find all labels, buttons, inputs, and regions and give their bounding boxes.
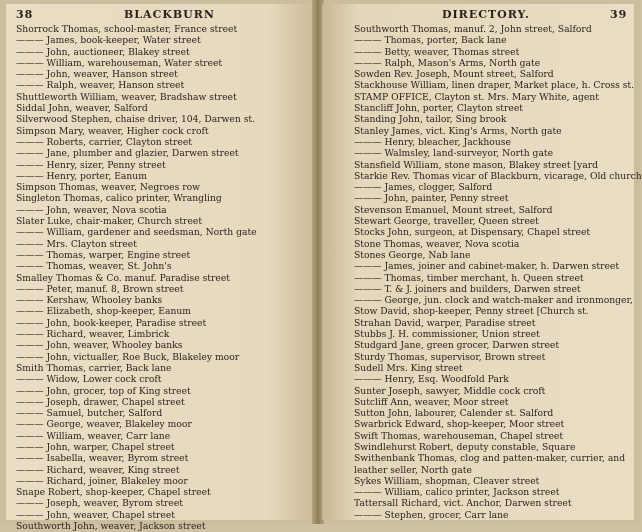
directory-entry: ——— John, warper, Chapel street <box>16 441 175 453</box>
directory-entry: Siddal John, weaver, Salford <box>16 103 148 115</box>
directory-entry: ——— Henry, Esq. Woodfold Park <box>354 374 509 386</box>
directory-entry: Shorrock Thomas, school-master, France street <box>16 24 238 35</box>
directory-entry: Simpson Thomas, weaver, Negroes row <box>16 182 200 194</box>
directory-entry: Stanley James, vict. King's Arms, North gate <box>354 125 562 137</box>
directory-entry: ——— John, weaver, Nova scotia <box>16 204 167 216</box>
directory-entry: ——— Isabella, weaver, Byrom street <box>16 453 189 465</box>
directory-entry: Sowden Rev. Joseph, Mount street, Salford <box>354 69 554 81</box>
directory-entry: ——— Henry, sizer, Penny street <box>16 159 166 171</box>
directory-entry: ——— Joseph, drawer, Chapel street <box>16 396 185 408</box>
directory-entry: Singleton Thomas, calico printer, Wrangling <box>16 193 222 205</box>
left-entries <box>16 24 308 532</box>
directory-entry: ——— George, jun. clock and watch-maker and ironmonger, <box>354 295 633 307</box>
directory-entry: ——— Thomas, warper, Engine street <box>16 249 191 261</box>
directory-entry: ——— Richard, weaver, King street <box>16 464 180 476</box>
directory-entry: Shuttleworth William, weaver, Bradshaw street <box>16 91 237 103</box>
directory-entry: ——— John, auctioneer, Blakey street <box>16 46 190 58</box>
directory-entry: Smalley Thomas & Co. manuf. Paradise street <box>16 272 230 284</box>
directory-entry: Sunter Joseph, sawyer, Middle cock croft <box>354 385 546 397</box>
directory-entry: ——— John, book-keeper, Paradise street <box>16 317 207 329</box>
directory-entry: Strahan David, warper, Paradise street <box>354 317 536 329</box>
directory-entry: Silverwood Stephen, chaise driver, 104, Darwen st. <box>16 114 256 126</box>
directory-entry: Stancliff John, porter, Clayton street <box>354 103 523 115</box>
directory-entry: ——— James, joiner and cabinet-maker, h. Darwen street <box>354 261 620 273</box>
directory-entry: ——— William, weaver, Carr lane <box>16 430 171 442</box>
directory-entry: ——— Mrs. Clayton street <box>16 238 137 250</box>
directory-entry: ——— Elizabeth, shop-keeper, Eanum <box>16 306 192 318</box>
directory-entry: Southworth Thomas, manuf. 2, John street, Salford <box>354 24 592 35</box>
right-entries <box>354 24 642 521</box>
directory-entry: ——— William, calico printer, Jackson street <box>354 487 560 499</box>
directory-entry: Sturdy Thomas, supervisor, Brown street <box>354 351 546 363</box>
directory-entry: Stackhouse William, linen draper, Market place, h. Cross st. <box>354 80 635 92</box>
directory-entry: ——— John, painter, Penny street <box>354 193 509 205</box>
directory-entry: Swithenbank Thomas, clog and patten-maker, currier, and <box>354 453 626 465</box>
directory-entry: ——— James, clogger, Salford <box>354 182 493 194</box>
directory-entry: ——— Roberts, carrier, Clayton street <box>16 136 192 148</box>
directory-entry: Sutton John, labourer, Calender st. Salford <box>354 408 554 420</box>
directory-entry: ——— Samuel, butcher, Salford <box>16 408 163 420</box>
right-page <box>322 4 642 521</box>
directory-entry: ——— Jane, plumber and glazier, Darwen street <box>16 148 239 160</box>
directory-entry: Stansfield William, stone mason, Blakey street [yard <box>354 159 598 171</box>
left-page <box>6 4 314 532</box>
directory-entry: ——— John, weaver, Whooley banks <box>16 340 183 352</box>
directory-entry: Swift Thomas, warehouseman, Chapel street <box>354 430 564 442</box>
directory-entry: ——— William, gardener and seedsman, North gate <box>16 227 257 239</box>
directory-entry: Swarbrick Edward, shop-keeper, Moor street <box>354 419 565 431</box>
directory-entry: ——— Walmsley, land-surveyor, North gate <box>354 148 554 160</box>
directory-entry: ——— James, book-keeper, Water street <box>16 35 201 47</box>
directory-entry: ——— Peter, manuf. 8, Brown street <box>16 283 184 295</box>
directory-entry: ——— Richard, joiner, Blakeley moor <box>16 475 188 487</box>
directory-entry: ——— Richard, weaver, Limbrick <box>16 329 170 341</box>
directory-entry: Tattersall Richard, vict. Anchor, Darwen street <box>354 498 572 510</box>
directory-entry: ——— Widow, Lower cock croft <box>16 374 162 386</box>
right-page-number: 39 <box>610 8 628 21</box>
directory-entry: Sudell Mrs. King street <box>354 362 463 374</box>
directory-entry: ——— William, warehouseman, Water street <box>16 57 223 69</box>
directory-entry: ——— Betty, weaver, Thomas street <box>354 46 520 58</box>
directory-entry: ——— Kershaw, Whooley banks <box>16 295 163 307</box>
directory-entry: Swindlehurst Robert, deputy constable, Square <box>354 441 576 453</box>
directory-entry: ——— Ralph, Mason's Arms, North gate <box>354 57 541 69</box>
directory-entry: Studgard Jane, green grocer, Darwen street <box>354 340 560 352</box>
directory-entry: STAMP OFFICE, Clayton st. Mrs. Mary White, agent <box>354 91 599 103</box>
directory-entry: ——— Stephen, grocer, Carr lane <box>354 509 509 521</box>
directory-entry: ——— Thomas, weaver, St. John's <box>16 261 172 273</box>
directory-entry: Stow David, shop-keeper, Penny street [Church st. <box>354 306 589 318</box>
directory-entry: Sutcliff Ann, weaver, Moor street <box>354 396 509 408</box>
directory-entry: ——— John, weaver, Hanson street <box>16 69 178 81</box>
directory-entry: Snape Robert, shop-keeper, Chapel street <box>16 487 211 499</box>
directory-entry: Standing John, tailor, Sing brook <box>354 114 507 126</box>
directory-entry: ——— Joseph, weaver, Byrom street <box>16 498 183 510</box>
directory-entry: Stewart George, traveller, Queen street <box>354 216 539 228</box>
right-running-head: DIRECTORY. <box>442 8 530 21</box>
directory-entry: ——— John, grocer, top of King street <box>16 385 191 397</box>
directory-entry: Stevenson Emanuel, Mount street, Salford <box>354 204 553 216</box>
directory-entry: Stones George, Nab lane <box>354 249 471 261</box>
directory-entry: ——— Thomas, porter, Back lane <box>354 35 507 47</box>
directory-entry: Starkie Rev. Thomas vicar of Blackburn, vicarage, Old church <box>354 170 642 182</box>
directory-entry: ——— George, weaver, Blakeley moor <box>16 419 192 431</box>
directory-entry: ——— John, victualler, Roe Buck, Blakeley moor <box>16 351 240 363</box>
directory-entry: leather seller, North gate <box>354 464 472 476</box>
directory-entry: Simpson Mary, weaver, Higher cock croft <box>16 125 209 137</box>
directory-entry: Slater Luke, chair-maker, Church street <box>16 216 203 228</box>
directory-entry: Stubbs J. H. commissioner, Union street <box>354 329 540 341</box>
directory-entry: Sykes William, shopman, Cleaver street <box>354 475 540 487</box>
directory-entry: Smith Thomas, carrier, Back lane <box>16 362 172 374</box>
directory-entry: Stone Thomas, weaver, Nova scotia <box>354 238 520 250</box>
directory-entry: ——— Ralph, weaver, Hanson street <box>16 80 185 92</box>
directory-entry: ——— Thomas, timber merchant, h. Queen street <box>354 272 584 284</box>
directory-entry: ——— T. & J. joiners and builders, Darwen street <box>354 283 581 295</box>
left-running-head: BLACKBURN <box>124 8 215 21</box>
directory-entry: Stocks John, surgeon, at Dispensary, Chapel street <box>354 227 591 239</box>
directory-entry: ——— Henry, bleacher, Jackhouse <box>354 136 511 148</box>
left-page-number: 38 <box>16 8 34 21</box>
directory-entry: ——— Henry, porter, Eanum <box>16 170 147 182</box>
directory-entry: Southworth John, weaver, Jackson street <box>16 521 206 532</box>
directory-entry: ——— John, weaver, Chapel street <box>16 509 175 521</box>
